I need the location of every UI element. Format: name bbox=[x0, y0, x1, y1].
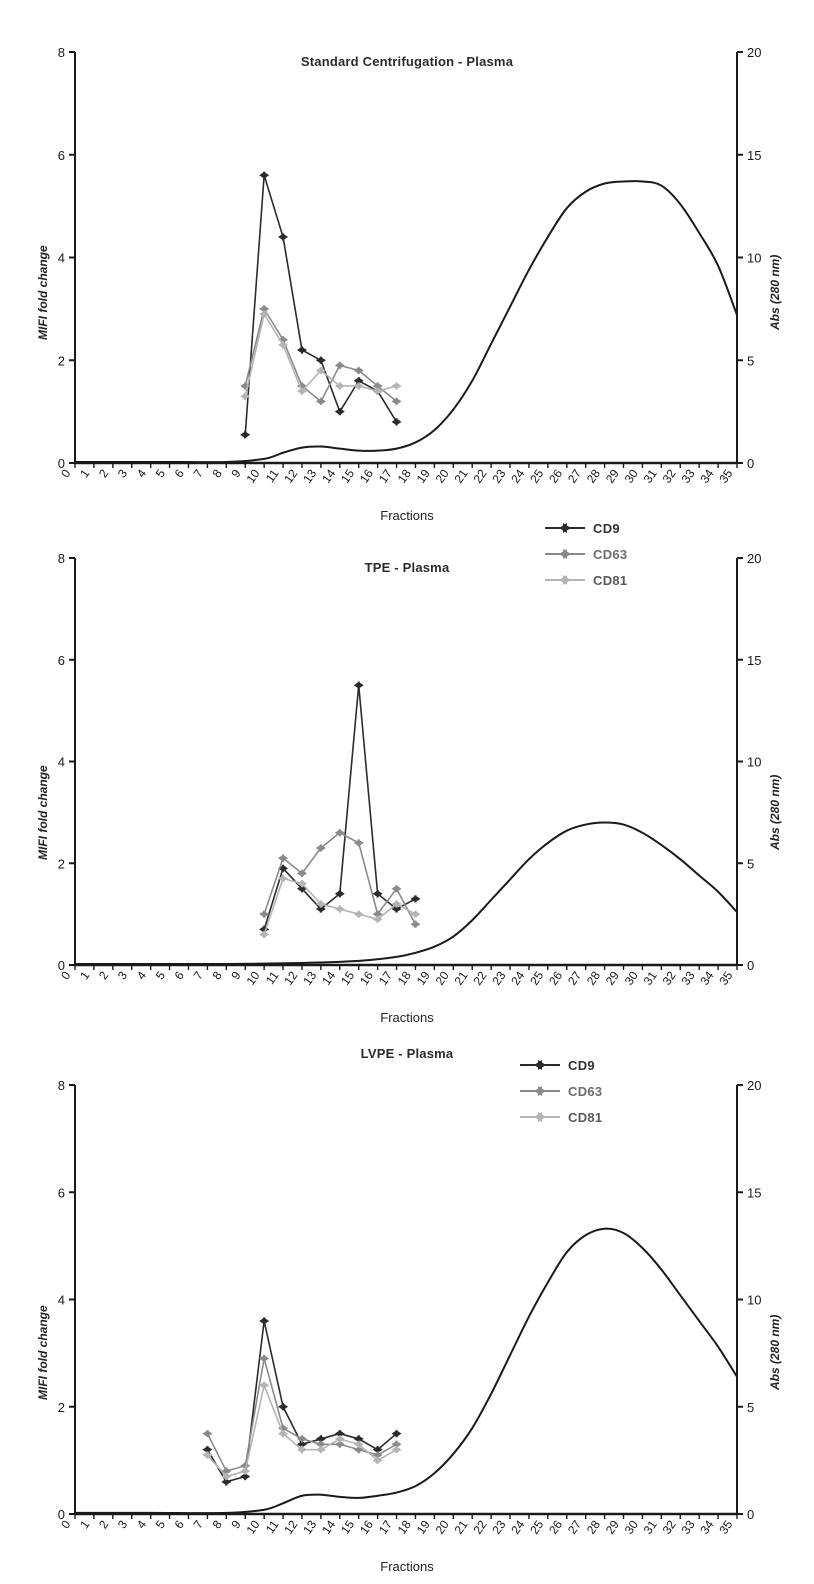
y-axis-label-right-2: Abs (280 nm) bbox=[768, 774, 782, 850]
svg-text:14: 14 bbox=[319, 968, 339, 988]
svg-text:28: 28 bbox=[583, 968, 604, 988]
svg-text:3: 3 bbox=[114, 968, 131, 983]
svg-text:5: 5 bbox=[152, 466, 169, 481]
svg-text:8: 8 bbox=[209, 466, 225, 481]
svg-text:33: 33 bbox=[678, 968, 698, 988]
svg-text:34: 34 bbox=[697, 466, 717, 486]
svg-text:5: 5 bbox=[152, 1517, 169, 1532]
svg-text:22: 22 bbox=[470, 466, 490, 486]
svg-text:20: 20 bbox=[747, 1078, 762, 1093]
x-axis-label-3: Fractions bbox=[380, 1559, 434, 1574]
svg-text:25: 25 bbox=[527, 466, 547, 486]
svg-text:6: 6 bbox=[171, 968, 187, 983]
svg-text:22: 22 bbox=[470, 1517, 490, 1537]
svg-text:15: 15 bbox=[338, 1517, 358, 1537]
svg-text:22: 22 bbox=[470, 968, 490, 988]
svg-text:6: 6 bbox=[57, 652, 65, 668]
svg-text:2: 2 bbox=[95, 1517, 112, 1532]
svg-text:29: 29 bbox=[602, 968, 622, 988]
svg-text:35: 35 bbox=[716, 968, 736, 988]
svg-text:31: 31 bbox=[640, 968, 660, 988]
legend-label-cd81: CD81 bbox=[568, 1109, 603, 1125]
svg-text:12: 12 bbox=[281, 968, 301, 988]
svg-text:29: 29 bbox=[602, 1517, 622, 1537]
svg-text:17: 17 bbox=[375, 1517, 396, 1537]
legend-marker-cd63 bbox=[520, 1084, 560, 1098]
x-axis-label-2: Fractions bbox=[380, 1010, 434, 1025]
svg-text:35: 35 bbox=[716, 466, 736, 486]
svg-text:23: 23 bbox=[489, 968, 509, 988]
svg-text:6: 6 bbox=[57, 1185, 65, 1201]
svg-text:32: 32 bbox=[659, 1517, 679, 1537]
svg-text:15: 15 bbox=[338, 968, 358, 988]
y-axis-label-left-3: MIFI fold change bbox=[36, 1305, 50, 1400]
svg-text:10: 10 bbox=[747, 1292, 762, 1308]
svg-text:5: 5 bbox=[747, 1399, 755, 1415]
svg-text:8: 8 bbox=[209, 1517, 225, 1532]
legend-3 bbox=[520, 1052, 602, 1130]
svg-text:6: 6 bbox=[171, 1517, 187, 1532]
svg-text:4: 4 bbox=[57, 250, 65, 266]
svg-text:28: 28 bbox=[583, 1517, 604, 1537]
legend-item-cd81 bbox=[520, 1104, 602, 1130]
svg-text:3: 3 bbox=[114, 466, 131, 481]
svg-text:30: 30 bbox=[621, 968, 641, 988]
svg-text:14: 14 bbox=[319, 466, 339, 486]
svg-text:15: 15 bbox=[747, 147, 762, 163]
panel-title-1: Standard Centrifugation - Plasma bbox=[300, 54, 514, 69]
svg-text:16: 16 bbox=[356, 968, 377, 988]
svg-text:0: 0 bbox=[57, 1507, 65, 1522]
svg-text:26: 26 bbox=[546, 968, 566, 988]
svg-text:18: 18 bbox=[394, 466, 414, 486]
svg-text:28: 28 bbox=[583, 466, 604, 486]
svg-text:21: 21 bbox=[451, 1517, 471, 1537]
svg-text:10: 10 bbox=[243, 968, 263, 988]
svg-text:0: 0 bbox=[747, 456, 755, 471]
svg-text:10: 10 bbox=[747, 250, 762, 266]
svg-text:0: 0 bbox=[747, 1507, 755, 1522]
legend-item-cd63 bbox=[520, 1078, 602, 1104]
svg-text:13: 13 bbox=[300, 968, 320, 988]
svg-text:27: 27 bbox=[565, 466, 585, 486]
svg-text:12: 12 bbox=[281, 466, 301, 486]
legend-item-cd9 bbox=[520, 1052, 602, 1078]
svg-text:11: 11 bbox=[262, 1517, 282, 1536]
svg-text:31: 31 bbox=[640, 466, 660, 486]
svg-text:17: 17 bbox=[375, 466, 396, 486]
plot-area-2 bbox=[0, 530, 814, 1040]
svg-text:20: 20 bbox=[432, 968, 452, 988]
svg-text:9: 9 bbox=[228, 1517, 244, 1532]
svg-text:1: 1 bbox=[77, 1517, 93, 1532]
svg-text:15: 15 bbox=[338, 466, 358, 486]
svg-text:33: 33 bbox=[678, 1517, 698, 1537]
svg-text:4: 4 bbox=[57, 1292, 65, 1308]
svg-text:24: 24 bbox=[508, 1517, 528, 1537]
svg-text:0: 0 bbox=[747, 958, 755, 973]
svg-text:32: 32 bbox=[659, 968, 679, 988]
svg-text:7: 7 bbox=[190, 1517, 206, 1532]
svg-text:16: 16 bbox=[356, 1517, 377, 1537]
svg-text:4: 4 bbox=[57, 754, 65, 770]
svg-text:12: 12 bbox=[281, 1517, 301, 1537]
svg-text:20: 20 bbox=[432, 466, 452, 486]
svg-text:19: 19 bbox=[413, 968, 433, 988]
svg-text:20: 20 bbox=[432, 1517, 452, 1537]
svg-text:18: 18 bbox=[394, 968, 414, 988]
svg-text:8: 8 bbox=[57, 551, 65, 566]
svg-text:8: 8 bbox=[57, 1078, 65, 1093]
svg-text:7: 7 bbox=[190, 466, 206, 481]
svg-text:15: 15 bbox=[747, 1185, 762, 1201]
svg-text:4: 4 bbox=[133, 968, 150, 983]
x-axis-label-1: Fractions bbox=[380, 508, 434, 523]
svg-text:14: 14 bbox=[319, 1517, 339, 1537]
svg-text:32: 32 bbox=[659, 466, 679, 486]
svg-text:30: 30 bbox=[621, 466, 641, 486]
svg-text:24: 24 bbox=[508, 968, 528, 988]
legend-label-cd9: CD9 bbox=[568, 1057, 595, 1073]
y-axis-label-right-3: Abs (280 nm) bbox=[768, 1314, 782, 1390]
svg-text:8: 8 bbox=[209, 968, 225, 983]
svg-text:34: 34 bbox=[697, 1517, 717, 1537]
svg-text:27: 27 bbox=[565, 968, 585, 988]
svg-text:0: 0 bbox=[57, 456, 65, 471]
svg-text:5: 5 bbox=[747, 856, 755, 872]
svg-text:19: 19 bbox=[413, 466, 433, 486]
svg-text:11: 11 bbox=[262, 968, 282, 987]
svg-text:6: 6 bbox=[171, 466, 187, 481]
svg-text:15: 15 bbox=[747, 652, 762, 668]
svg-text:5: 5 bbox=[152, 968, 169, 983]
svg-text:26: 26 bbox=[546, 466, 566, 486]
y-axis-label-left-1: MIFI fold change bbox=[36, 245, 50, 340]
plot-area-3 bbox=[0, 1040, 814, 1584]
svg-text:1: 1 bbox=[77, 968, 93, 983]
chart-panel-tpe-plasma bbox=[0, 530, 814, 1040]
svg-text:0: 0 bbox=[58, 968, 74, 983]
svg-text:27: 27 bbox=[565, 1517, 585, 1537]
svg-text:20: 20 bbox=[747, 45, 762, 60]
svg-text:2: 2 bbox=[57, 353, 65, 369]
svg-text:0: 0 bbox=[57, 958, 65, 973]
legend-label-cd63: CD63 bbox=[593, 546, 628, 562]
svg-text:17: 17 bbox=[375, 968, 396, 988]
panel-title-2: TPE - Plasma bbox=[364, 560, 450, 575]
svg-text:34: 34 bbox=[697, 968, 717, 988]
svg-text:31: 31 bbox=[640, 1517, 660, 1537]
y-axis-label-right-1: Abs (280 nm) bbox=[768, 254, 782, 330]
svg-text:18: 18 bbox=[394, 1517, 414, 1537]
svg-text:7: 7 bbox=[190, 968, 206, 983]
chart-panel-lvpe-plasma bbox=[0, 1040, 814, 1584]
svg-text:33: 33 bbox=[678, 466, 698, 486]
svg-text:11: 11 bbox=[262, 466, 282, 485]
svg-text:8: 8 bbox=[57, 45, 65, 60]
svg-text:26: 26 bbox=[546, 1517, 566, 1537]
svg-text:2: 2 bbox=[95, 466, 112, 481]
svg-text:0: 0 bbox=[58, 466, 74, 481]
panel-title-3: LVPE - Plasma bbox=[360, 1046, 454, 1061]
svg-text:10: 10 bbox=[243, 1517, 263, 1537]
svg-text:2: 2 bbox=[57, 1399, 65, 1415]
svg-text:13: 13 bbox=[300, 1517, 320, 1537]
svg-text:25: 25 bbox=[527, 968, 547, 988]
svg-text:23: 23 bbox=[489, 1517, 509, 1537]
svg-text:25: 25 bbox=[527, 1517, 547, 1537]
plot-area-1 bbox=[0, 0, 814, 530]
svg-text:9: 9 bbox=[228, 466, 244, 481]
svg-text:24: 24 bbox=[508, 466, 528, 486]
svg-text:10: 10 bbox=[243, 466, 263, 486]
svg-text:1: 1 bbox=[77, 466, 93, 481]
svg-text:35: 35 bbox=[716, 1517, 736, 1537]
svg-text:4: 4 bbox=[133, 1517, 150, 1532]
svg-text:10: 10 bbox=[747, 754, 762, 770]
svg-text:2: 2 bbox=[95, 968, 112, 983]
svg-text:16: 16 bbox=[356, 466, 377, 486]
svg-text:29: 29 bbox=[602, 466, 622, 486]
svg-text:3: 3 bbox=[114, 1517, 131, 1532]
svg-text:20: 20 bbox=[747, 551, 762, 566]
svg-text:0: 0 bbox=[58, 1517, 74, 1532]
svg-text:6: 6 bbox=[57, 147, 65, 163]
svg-text:2: 2 bbox=[57, 856, 65, 872]
svg-text:23: 23 bbox=[489, 466, 509, 486]
svg-text:30: 30 bbox=[621, 1517, 641, 1537]
legend-marker-cd81 bbox=[520, 1110, 560, 1124]
svg-text:19: 19 bbox=[413, 1517, 433, 1537]
svg-text:13: 13 bbox=[300, 466, 320, 486]
svg-text:21: 21 bbox=[451, 466, 471, 486]
svg-text:21: 21 bbox=[451, 968, 471, 988]
legend-marker-cd9 bbox=[520, 1058, 560, 1072]
legend-label-cd63: CD63 bbox=[568, 1083, 603, 1099]
svg-text:5: 5 bbox=[747, 353, 755, 369]
svg-text:4: 4 bbox=[133, 466, 150, 481]
legend-label-cd81: CD81 bbox=[593, 572, 628, 588]
legend-label-cd9: CD9 bbox=[593, 520, 620, 536]
y-axis-label-left-2: MIFI fold change bbox=[36, 765, 50, 860]
svg-text:9: 9 bbox=[228, 968, 244, 983]
